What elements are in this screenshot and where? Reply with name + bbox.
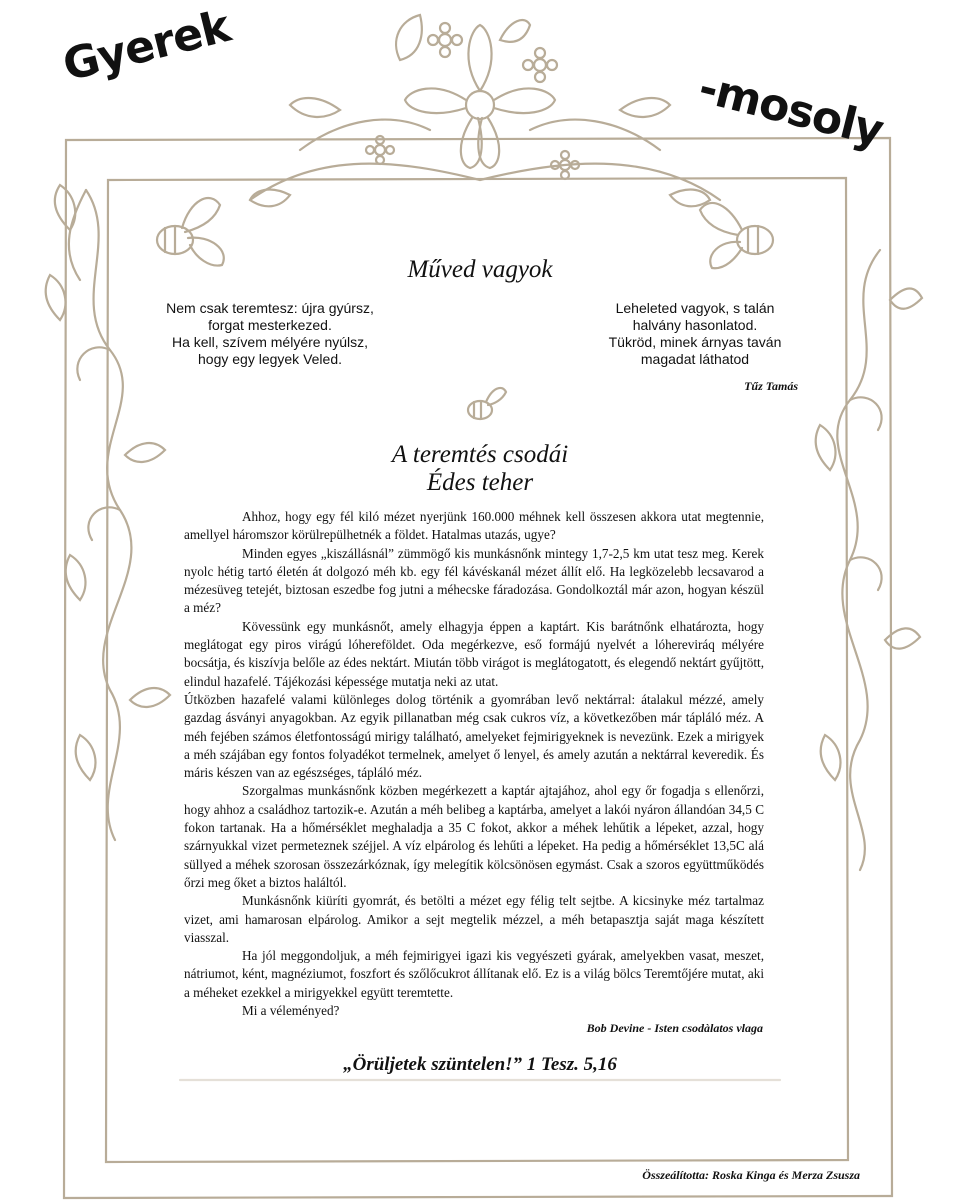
article-paragraph: Szorgalmas munkásnőnk közben megérkezett a kaptár ajtajához, ahol egy őr fogadja s ellenőrzi, hogy ahhoz a családhoz tartozik-e. Azután a méh belibeg a kaptárba, amelyet a lakói nyáron állandóan 34,5 C fokon tartanak. Ha a hőmérséklet meghaladja a 35 C fokot, akkor a méhek lehűtik a lépeket, azzal, hogy szárnyukkal vizet permeteznek széjjel. A víz elpárolog és lehűti a lépeket. Ha pedig a hőmérséklet 13,5C alá süllyed a méhek szorosan összezárkóznak, így melegítik kölcsönösen egymást. Csak a szoros együttműködés őrzi meg őket a biztos haláltól. [184,783,764,890]
poem-line: halvány hasonlatod. [632,317,758,333]
article-paragraph: Útközben hazafelé valami különleges dolog történik a gyomrában levő nektárral: átalakul mézzé, amely gazdag ásványi anyagokban. Az egyik pillanatban még csak cukros víz, a következőben már tápláló méz. A méh fejében számos életfontosságú mirigy található, amelyeket fejmirigyeknek is nevezünk. Ezek a mirigyek a méh szájában egy fontos folyadékot termelnek, amelyet ő lenyel, és amely azután a nektárral keveredik. És máris készen van az egészséges, tápláló méz. [184,691,764,781]
bible-quote: „Örüljetek szüntelen!” 1 Tesz. 5,16 [343,1054,617,1075]
footer-credit: Összeálította: Roska Kinga és Merza Zsusza [642,1168,860,1182]
poem-line: forgat mesterkezed. [208,317,332,333]
article-paragraph: Munkásnőnk kiüríti gyomrát, és betölti a mézet egy félig telt sejtbe. A kicsinyke méz tartalmaz vizet, ami hamarosan elpárolog. Amikor a sejt megtelik mézzel, a méh betapasztja saját maga készített viasszal. [184,893,764,945]
poem-line: Ha kell, szívem mélyére nyúlsz, [171,334,369,350]
poem-line: magadat láthatod [640,351,750,367]
article-source: Bob Devine - Isten csodàlatos vlaga [586,1021,763,1035]
article-title [330,441,630,497]
poem-stanza-left [150,300,390,368]
brand-right: -mosoly [693,62,888,157]
article-body [184,508,764,1020]
brand-left: Gyerek [58,1,235,92]
article-paragraph: Kövessünk egy munkásnőt, amely elhagyja éppen a kaptárt. Kis barátnőnk elhatározta, hogy meglátogat egy piros virágú lóhereföldet. Oda megérkezve, eső formájú nyelvét a lóhereviráq mélyére bocsátja, és kiszívja belőle az édes nektárt. Miután több virágot is meglátogatott, és elegendő nektárt gyűjtött, elindul hazafelé. Tájékozási képessége mutatja neki az utat. [184,618,764,689]
article-paragraph: Minden egyes „kiszállásnál” zümmögő kis munkásnőnk mintegy 1,7-2,5 km utat tesz meg. Kerek nyolc hétig tartó életén át dolgozó méh kb. egy fél kávéskanál mézet állít elő. Ha legközelebb lecsavarod a mézesüveg tetejét, biztosan eszedbe fog jutni a méhecske fáradozása. Gondolkoztál már azon, hogyan készül a méz? [184,545,764,616]
poem-line: Tükröd, minek árnyas taván [608,334,782,350]
article-paragraph: Ha jól meggondoljuk, a méh fejmirigyei igazi kis vegyészeti gyárak, amelyekben vasat, meszet, nátriumot, ként, magnéziumot, foszfort és szőlőcukrot állítanak elő. Ez is a világ bölcs Teremtőjére mutat, aki a méheket ezekkel a mirigyekkel együtt teremtette. [184,948,764,1000]
poem-author: Tűz Tamás [744,379,798,393]
article-title-line-2: Édes teher [426,469,534,496]
article-paragraph: Mi a véleményed? [242,1003,340,1019]
poem-line: hogy egy legyek Veled. [198,351,342,367]
article-title-line-1: A teremtés csodái [391,441,569,468]
poem-stanza-right [590,300,800,368]
article-paragraph: Ahhoz, hogy egy fél kiló mézet nyerjünk 160.000 méhnek kell összesen akkora utat megtennie, amellyel háromszor körülrepülhetnék a földet. Hatalmas utazás, ugye? [184,509,764,543]
poem-title: Műved vagyok [407,256,553,283]
poem-line: Nem csak teremtesz: újra gyúrsz, [166,300,374,316]
poem-line: Leheleted vagyok, s talán [615,300,775,316]
